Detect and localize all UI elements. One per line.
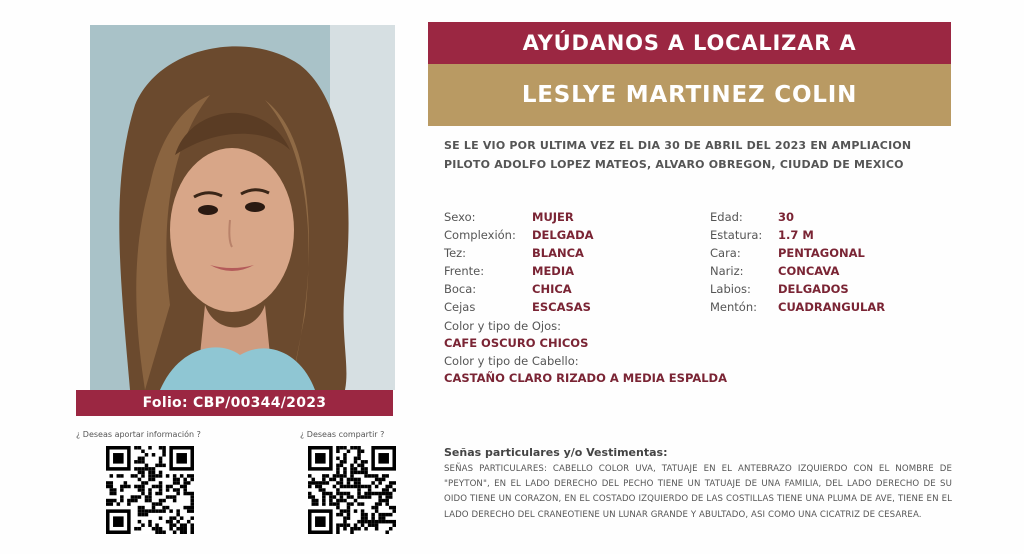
detail-value-sexo: MUJER xyxy=(532,210,574,224)
detail-label-menton: Mentón: xyxy=(710,300,757,314)
detail-value-tez: BLANCA xyxy=(532,246,584,260)
detail-value-menton: CUADRANGULAR xyxy=(778,300,886,314)
detail-value-boca: CHICA xyxy=(532,282,572,296)
missing-person-photo xyxy=(90,25,395,390)
detail-label-cara: Cara: xyxy=(710,246,741,260)
marks-text: SEÑAS PARTICULARES: CABELLO COLOR UVA, TATUAJE EN EL ANTEBRAZO IZQUIERDO CON EL NOMBRE DE "PEYTON", EN EL LADO DERECHO DEL PECHO TIENE UN TATUAJE DE UNA FAMILIA, DEL LADO DERECHO DE SU OIDO TIENE UN CORAZON, EN EL COSTADO IZQUIERDO DE LAS COSTILLAS TIENE UNA PLUMA DE AVE, TIENE EN EL LADO DERECHO DEL CRANEOTIENE UN LUNAR GRANDE Y ABULTADO, ASI COMO UNA CICATRIZ DE CESAREA. xyxy=(444,464,952,520)
detail-label-labios: Labios: xyxy=(710,282,751,296)
detail-label-edad: Edad: xyxy=(710,210,743,224)
hair-value: CASTAÑO CLARO RIZADO A MEDIA ESPALDA xyxy=(444,371,727,385)
detail-value-cejas: ESCASAS xyxy=(532,300,591,314)
detail-value-estatura: 1.7 M xyxy=(778,228,814,242)
last-seen-text: SE LE VIO POR ULTIMA VEZ EL DIA 30 DE ABRIL DEL 2023 EN AMPLIACION PILOTO ADOLFO LOPEZ MATEOS, ALVARO OBREGON, CIUDAD DE MEXICO xyxy=(444,139,912,171)
person-name: LESLYE MARTINEZ COLIN xyxy=(428,64,951,126)
marks-title: Señas particulares y/o Vestimentas: xyxy=(444,446,668,459)
detail-label-tez: Tez: xyxy=(444,246,467,260)
qr-code-info[interactable] xyxy=(106,446,194,534)
detail-value-labios: DELGADOS xyxy=(778,282,849,296)
eyes-value: CAFE OSCURO CHICOS xyxy=(444,336,589,350)
detail-value-nariz: CONCAVA xyxy=(778,264,840,278)
detail-value-frente: MEDIA xyxy=(532,264,575,278)
detail-value-cara: PENTAGONAL xyxy=(778,246,865,260)
poster-title: AYÚDANOS A LOCALIZAR A xyxy=(428,22,951,64)
hair-label: Color y tipo de Cabello: xyxy=(444,354,579,368)
detail-label-frente: Frente: xyxy=(444,264,485,278)
detail-label-cejas: Cejas xyxy=(444,300,476,314)
qr-code-share[interactable] xyxy=(308,446,396,534)
detail-label-sexo: Sexo: xyxy=(444,210,476,224)
folio-banner: Folio: CBP/00344/2023 xyxy=(76,390,393,416)
detail-label-estatura: Estatura: xyxy=(710,228,763,242)
detail-value-edad: 30 xyxy=(778,210,795,224)
detail-label-boca: Boca: xyxy=(444,282,477,296)
detail-value-complexion: DELGADA xyxy=(532,228,594,242)
qr-share-label: ¿ Deseas compartir ? xyxy=(300,430,385,439)
detail-label-nariz: Nariz: xyxy=(710,264,744,278)
detail-label-complexion: Complexión: xyxy=(444,228,516,242)
qr-info-label: ¿ Deseas aportar información ? xyxy=(76,430,201,439)
eyes-label: Color y tipo de Ojos: xyxy=(444,319,562,333)
